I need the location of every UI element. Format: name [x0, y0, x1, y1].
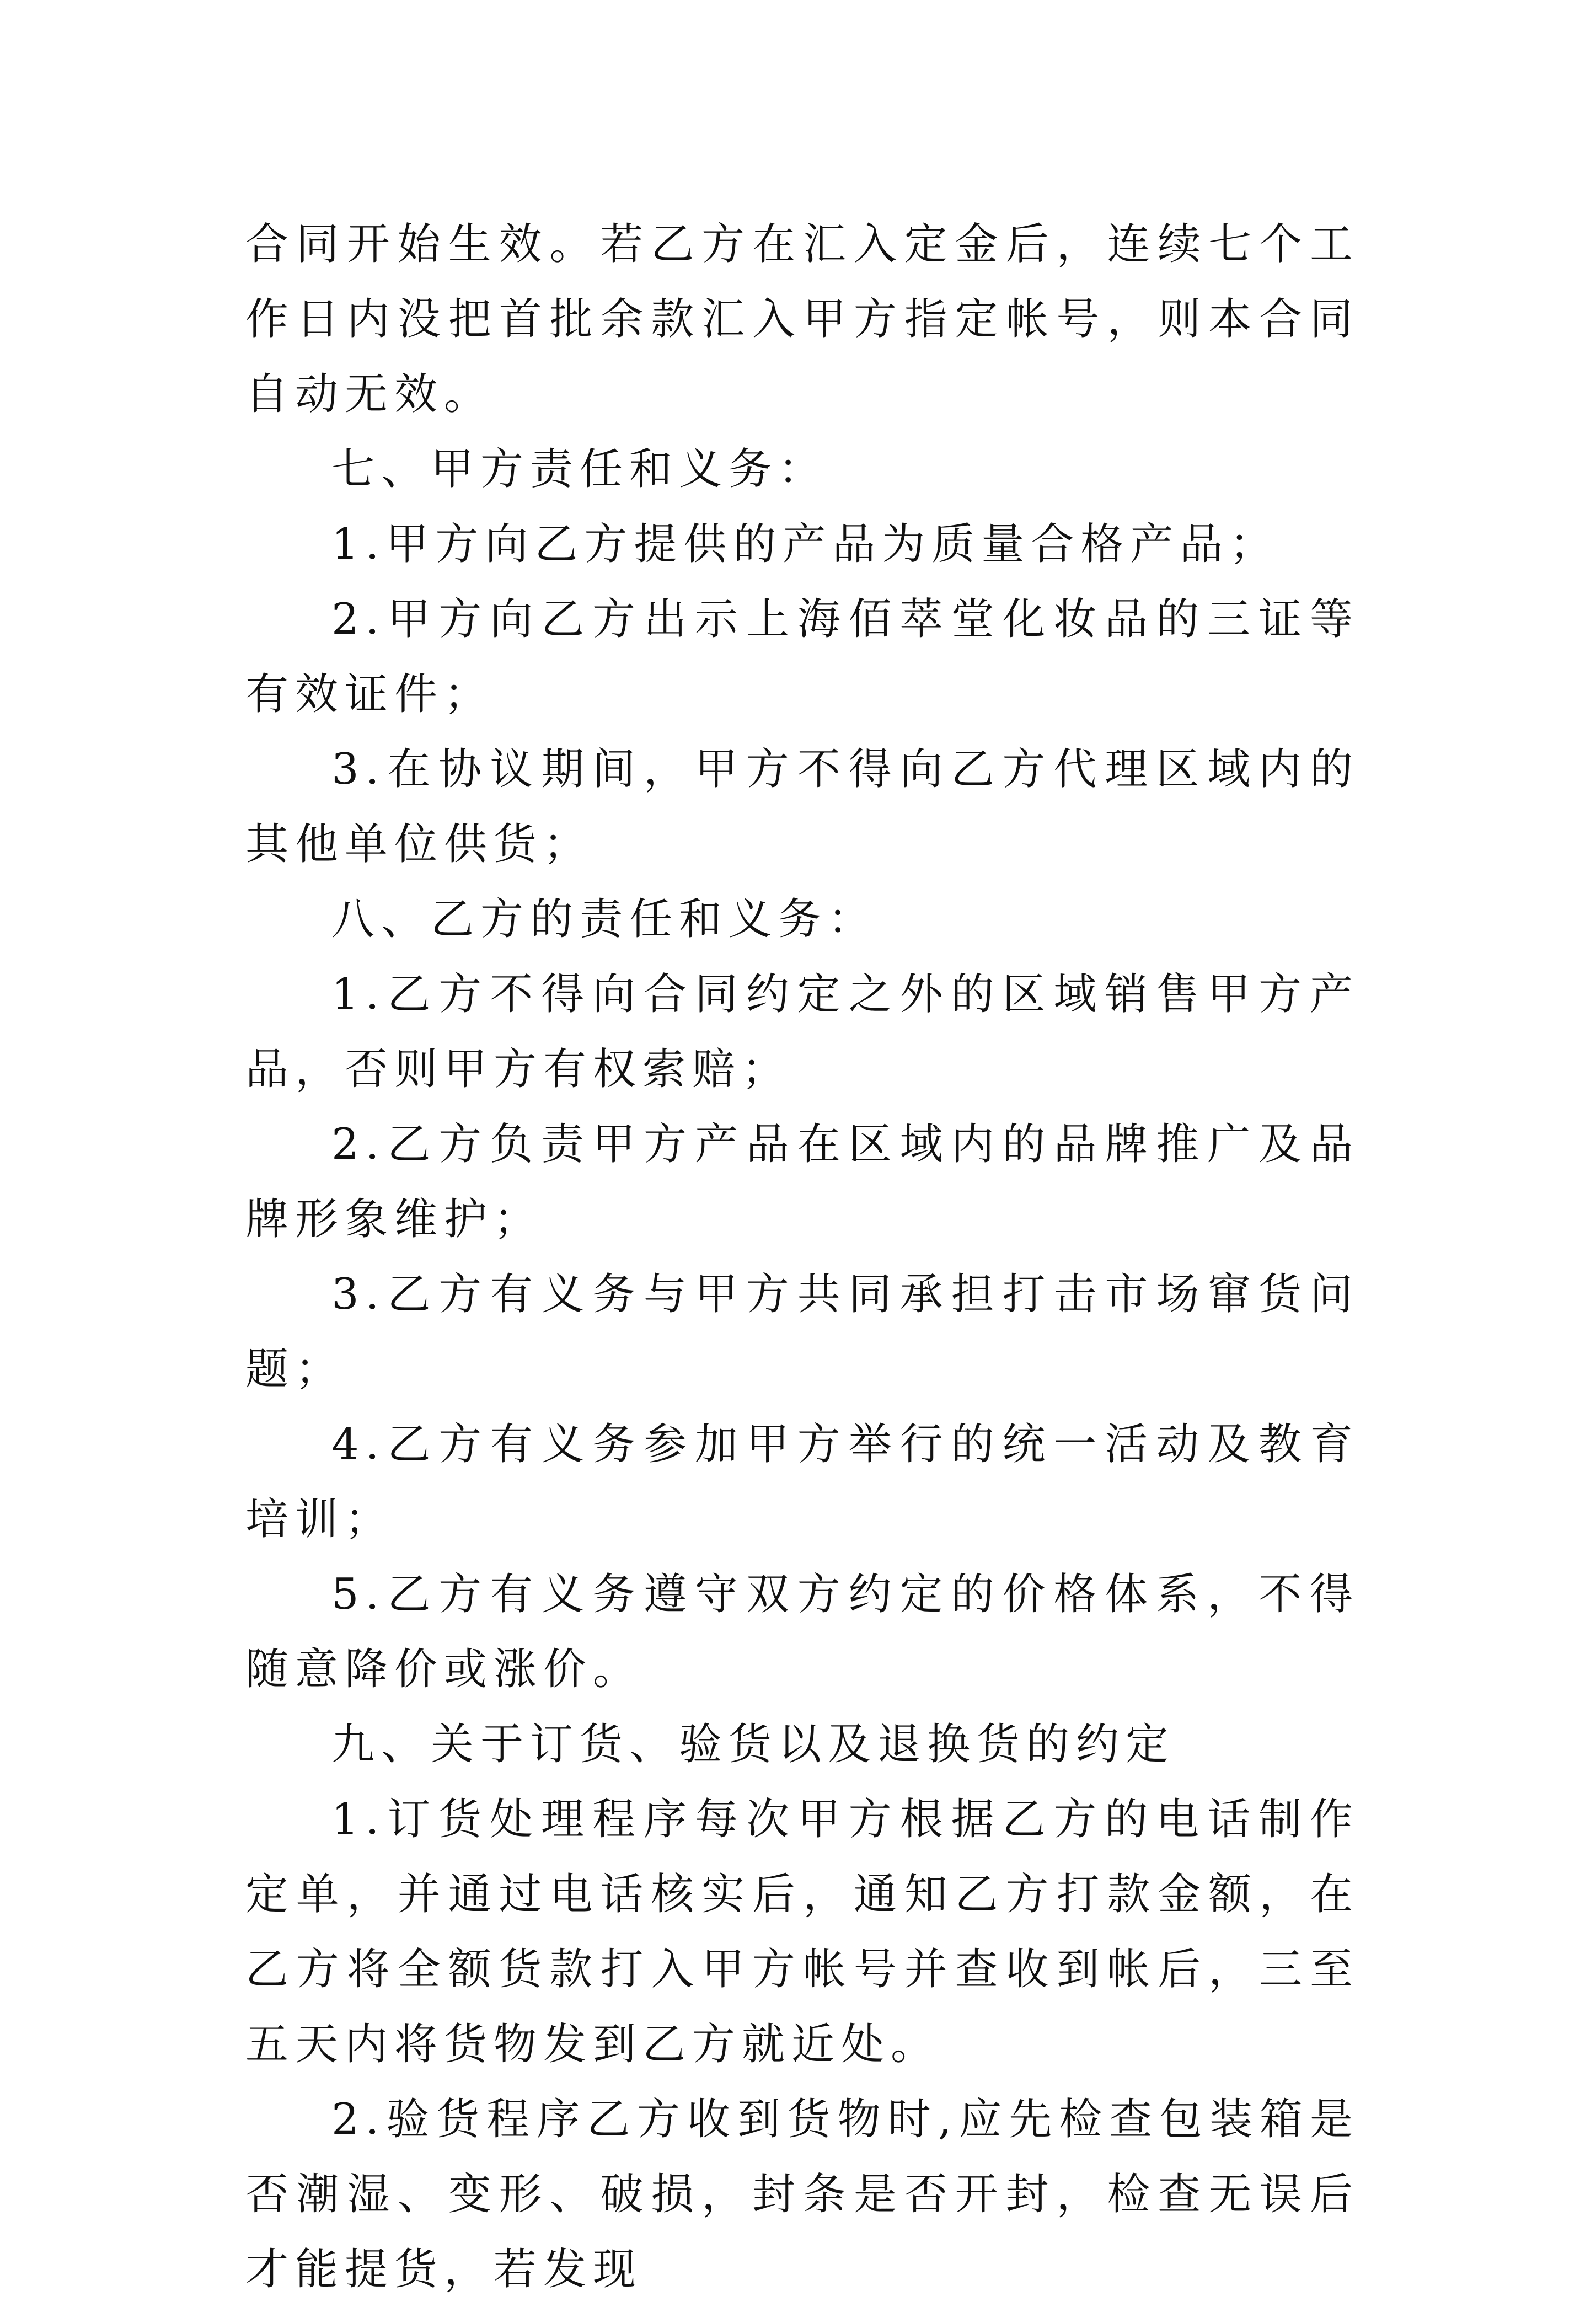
list-item-a-1: 1.甲方向乙方提供的产品为质量合格产品； — [331, 520, 1279, 569]
paragraph-contract-effective: 合同开始生效。若乙方在汇入定金后，连续七个工作日内没把首批余款汇入甲方指定帐号，则本合同自动无效。 — [245, 220, 1359, 419]
list-item-b-2: 2.乙方负责甲方产品在区域内的品牌推广及品牌形象维护； — [245, 1120, 1359, 1244]
list-item-b-1: 1.乙方不得向合同约定之外的区域销售甲方产品，否则甲方有权索赔； — [245, 970, 1359, 1094]
section-heading-ordering: 九、关于订货、验货以及退换货的约定 — [331, 1720, 1176, 1769]
list-item-b-5: 5.乙方有义务遵守双方约定的价格体系，不得随意降价或涨价。 — [245, 1570, 1359, 1694]
list-item-b-3: 3.乙方有义务与甲方共同承担打击市场窜货问题； — [245, 1270, 1359, 1394]
list-item-a-2: 2.甲方向乙方出示上海佰萃堂化妆品的三证等有效证件； — [245, 595, 1359, 719]
list-item-order-2: 2.验货程序乙方收到货物时,应先检查包装箱是否潮湿、变形、破损，封条是否开封，检查无误后才能提货，若发现 — [245, 2095, 1359, 2294]
section-heading-party-a-duties: 七、甲方责任和义务： — [331, 445, 828, 494]
list-item-a-3: 3.在协议期间，甲方不得向乙方代理区域内的其他单位供货； — [245, 745, 1359, 869]
list-item-order-1: 1.订货处理程序每次甲方根据乙方的电话制作定单，并通过电话核实后，通知乙方打款金额，在乙方将全额货款打入甲方帐号并查收到帐后，三至五天内将货物发到乙方就近处。 — [245, 1795, 1359, 2069]
list-item-b-4: 4.乙方有义务参加甲方举行的统一活动及教育培训； — [245, 1420, 1359, 1544]
section-heading-party-b-duties: 八、乙方的责任和义务： — [331, 895, 878, 944]
document-body — [245, 207, 1359, 2307]
